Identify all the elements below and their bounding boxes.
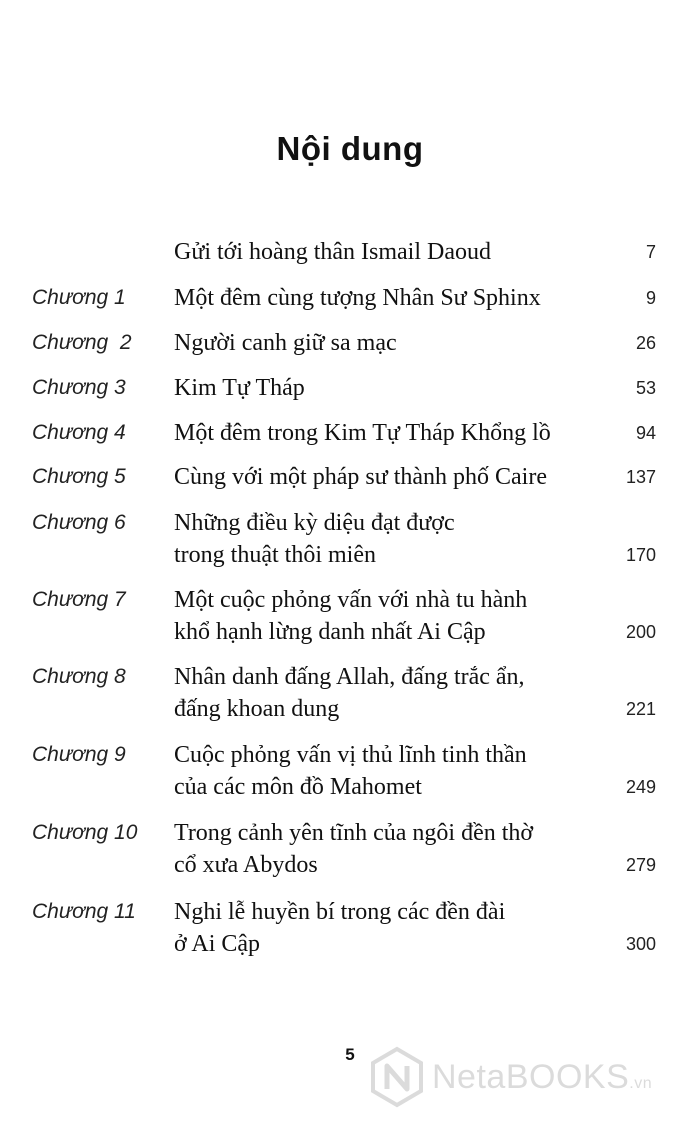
entry-title [174, 817, 604, 881]
page-title: Nội dung [276, 130, 424, 167]
entry-title-line: Nhân danh đấng Allah, đấng trắc ẩn, [174, 664, 525, 690]
page-ref: 221 [625, 699, 656, 719]
entry-title [174, 236, 604, 268]
page-ref: 7 [645, 242, 656, 262]
entry-title [174, 282, 604, 314]
entry-title-line: Cuộc phỏng vấn vị thủ lĩnh tinh thần [174, 742, 527, 768]
page-ref: 9 [645, 288, 656, 308]
entry-title-line: Một đêm trong Kim Tự Tháp Khổng lồ [174, 420, 551, 446]
entry-title-line: của các môn đồ Mahomet [174, 774, 422, 800]
chapter-label: Chương 8 [32, 665, 126, 688]
entry-title [174, 417, 604, 449]
entry-title-line: ở Ai Cập [174, 931, 261, 957]
entry-title [174, 461, 604, 493]
entry-title-line: Cùng với một pháp sư thành phố Caire [174, 464, 547, 490]
watermark-suffix: .vn [629, 1074, 653, 1092]
entry-title [174, 661, 604, 725]
netabooks-logo-icon [366, 1046, 428, 1108]
entry-title [174, 739, 604, 803]
entry-title-line: Một cuộc phỏng vấn với nhà tu hành [174, 587, 528, 613]
entry-title-line: Kim Tự Tháp [174, 375, 305, 401]
page-ref: 200 [625, 622, 656, 642]
chapter-label: Chương 6 [32, 511, 126, 534]
entry-title-line: trong thuật thôi miên [174, 542, 376, 568]
entry-title [174, 507, 604, 571]
page-ref: 94 [635, 423, 656, 443]
entry-title-line: cổ xưa Abydos [174, 852, 318, 878]
chapter-label: Chương 4 [32, 421, 126, 444]
page-ref: 300 [625, 934, 656, 954]
entry-title-line: Những điều kỳ diệu đạt được [174, 510, 455, 536]
entry-title-line: Gửi tới hoàng thân Ismail Daoud [174, 239, 491, 265]
entry-title [174, 896, 604, 960]
entry-title-line: Người canh giữ sa mạc [174, 330, 397, 356]
chapter-label: Chương 5 [32, 465, 126, 488]
chapter-label: Chương 10 [32, 821, 138, 844]
watermark-text [432, 1058, 652, 1097]
page-number: 5 [345, 1045, 355, 1064]
watermark-brand: NetaBOOKS [432, 1057, 630, 1096]
entry-title-line: đấng khoan dung [174, 696, 340, 722]
chapter-label: Chương 1 [32, 286, 126, 309]
page-ref: 53 [635, 378, 656, 398]
chapter-label: Chương 9 [32, 743, 126, 766]
entry-title [174, 327, 604, 359]
page-ref: 279 [625, 855, 656, 875]
entry-title-line: Trong cảnh yên tĩnh của ngôi đền thờ [174, 820, 534, 846]
page-ref: 26 [635, 333, 656, 353]
page-ref: 137 [625, 467, 656, 487]
entry-title [174, 372, 604, 404]
page-ref: 249 [625, 777, 656, 797]
chapter-label: Chương 11 [32, 900, 136, 923]
watermark [366, 1046, 652, 1108]
chapter-label: Chương 7 [32, 588, 126, 611]
entry-title [174, 584, 604, 648]
chapter-label: Chương 2 [32, 331, 132, 354]
chapter-label: Chương 3 [32, 376, 126, 399]
page-ref: 170 [625, 545, 656, 565]
entry-title-line: khổ hạnh lừng danh nhất Ai Cập [174, 619, 486, 645]
entry-title-line: Một đêm cùng tượng Nhân Sư Sphinx [174, 285, 541, 311]
entry-title-line: Nghi lễ huyền bí trong các đền đài [174, 899, 506, 925]
